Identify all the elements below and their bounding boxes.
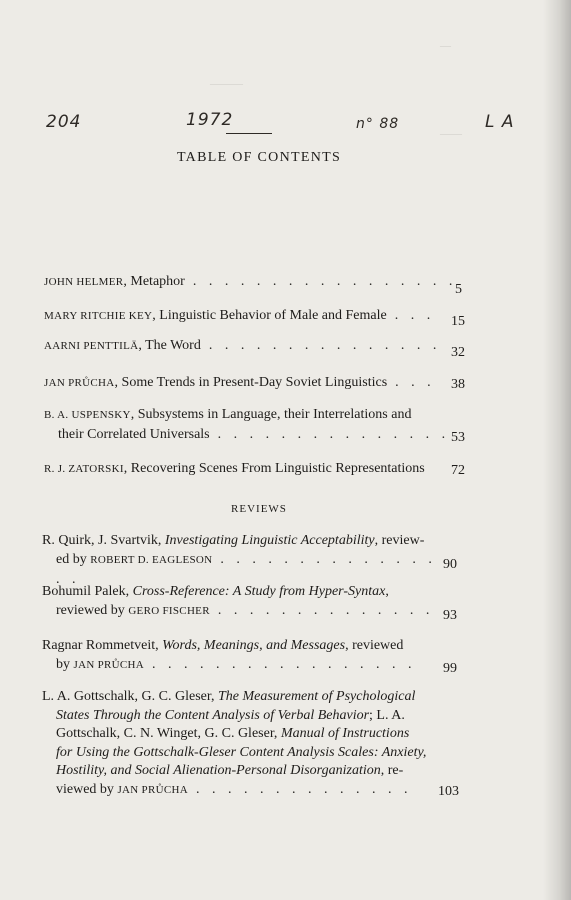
page-title: TABLE OF CONTENTS <box>176 150 342 165</box>
toc-entry: B. A. USPENSKY, Subsystems in Language, their Interrelations and their Correlated Universals . . . . . . . . . . . . . . . <box>44 407 450 442</box>
toc-entry: MARY RITCHIE KEY, Linguistic Behavior of Male and Female . . . <box>44 308 435 323</box>
review-text: , re- <box>380 763 404 779</box>
review-text: ; L. A. <box>369 707 405 723</box>
leader-dots: . . . . . . . . . . . . . . . . . <box>144 657 417 672</box>
toc-page-number: 38 <box>451 377 465 392</box>
toc-page-number: 5 <box>455 282 462 297</box>
toc-author: MARY RITCHIE KEY <box>44 310 153 322</box>
review-entry <box>42 531 438 589</box>
review-work-title: States Through the Content Analysis of Verbal Behavior <box>56 707 370 723</box>
review-text: reviewed by <box>56 603 129 618</box>
review-text: viewed by <box>56 781 118 797</box>
leader-dots: . . . . . . . . . . . . . . . . . <box>184 274 457 289</box>
toc-author: B. A. USPENSKY <box>44 409 131 421</box>
toc-title: The Word <box>145 338 201 353</box>
review-entry <box>42 582 438 621</box>
review-page-number: 93 <box>443 608 457 623</box>
reviewer-name: JAN PRŮCHA <box>117 783 188 796</box>
toc-entry: JOHN HELMER, Metaphor . . . . . . . . . . . . . . . . . <box>44 274 457 289</box>
toc-author: R. J. ZATORSKI <box>44 463 124 475</box>
bleed-through: —— <box>440 128 462 140</box>
review-work-title: Manual of Instructions <box>280 726 410 742</box>
toc-page-number: 32 <box>451 345 465 360</box>
leader-dots: . . . <box>386 308 435 323</box>
review-text: , reviewed <box>345 638 404 653</box>
toc-title: Some Trends in Present-Day Soviet Linguistics <box>121 375 388 390</box>
toc-author: AARNI PENTTILÄ <box>44 340 139 352</box>
review-authors: Ragnar Rommetveit, <box>42 638 163 653</box>
review-entry <box>42 688 438 800</box>
reviews-heading: REVIEWS <box>231 503 287 515</box>
review-text: , review- <box>374 533 425 548</box>
handwritten-note-right: L A <box>485 112 515 132</box>
leader-dots: . . . . . . . . . . . . . . <box>209 603 434 618</box>
review-text: , <box>385 584 389 599</box>
handwritten-note-number: n° 88 <box>356 116 400 132</box>
leader-dots: . . . <box>387 375 436 390</box>
bleed-through: — <box>440 40 451 52</box>
review-work-title: for Using the Gottschalk-Gleser Content Analysis Scales: Anxiety, <box>56 744 427 760</box>
review-authors: Bohumil Palek, <box>42 584 133 599</box>
review-text: ed by <box>56 552 91 567</box>
toc-entry: JAN PRŮCHA, Some Trends in Present-Day Soviet Linguistics . . . <box>44 375 436 390</box>
leader-dots: . . . . . . . . . . . . . . . . <box>56 552 437 587</box>
toc-author: JAN PRŮCHA <box>44 377 115 389</box>
leader-dots: . . . . . . . . . . . . . . . <box>200 338 441 353</box>
review-page-number: 90 <box>443 557 457 572</box>
reviewer-name: JAN PRŮCHA <box>73 659 145 671</box>
reviewer-name: ROBERT D. EAGLESON <box>90 554 213 566</box>
handwritten-note-year: 1972 <box>186 110 234 130</box>
toc-author: JOHN HELMER <box>44 276 124 288</box>
handwritten-note-left: 204 <box>46 112 82 132</box>
toc-entry: AARNI PENTTILÄ, The Word . . . . . . . . . . . . . . . <box>44 338 441 353</box>
review-entry <box>42 636 438 675</box>
leader-dots: . . . . . . . . . . . . . . . <box>209 427 450 442</box>
review-authors: R. Quirk, J. Svartvik, <box>42 533 165 548</box>
review-work-title: Cross-Reference: A Study from Hyper-Syntax <box>132 584 386 599</box>
toc-title: Linguistic Behavior of Male and Female <box>159 308 387 323</box>
toc-title-continued: their Correlated Universals <box>58 427 210 442</box>
review-page-number: 99 <box>443 661 457 676</box>
toc-page-number: 72 <box>451 463 465 478</box>
bleed-through: ——— <box>210 78 243 90</box>
toc-title: Recovering Scenes From Linguistic Representations <box>130 461 425 476</box>
review-work-title: Words, Meanings, and Messages <box>162 638 346 653</box>
review-authors: L. A. Gottschalk, G. C. Gleser, <box>42 689 218 704</box>
toc-page-number: 15 <box>451 314 465 329</box>
reviewer-name: GERO FISCHER <box>128 605 210 617</box>
toc-title: Metaphor <box>130 274 185 289</box>
review-authors: Gottschalk, C. N. Winget, G. C. Gleser, <box>56 726 281 742</box>
review-page-number: 103 <box>438 784 459 799</box>
handwritten-underline <box>226 133 272 134</box>
toc-entry: R. J. ZATORSKI, Recovering Scenes From Linguistic Representations <box>44 461 425 476</box>
leader-dots: . . . . . . . . . . . . . . <box>187 781 412 797</box>
review-text: by <box>56 657 74 672</box>
toc-page-number: 53 <box>451 430 465 445</box>
toc-title: Subsystems in Language, their Interrelations and <box>137 407 412 422</box>
review-work-title: Hostility, and Social Alienation-Personal Disorganization <box>56 763 381 779</box>
review-work-title: Investigating Linguistic Acceptability <box>164 533 375 548</box>
page-gutter-shadow <box>543 0 571 900</box>
review-work-title: The Measurement of Psychological <box>217 689 416 704</box>
